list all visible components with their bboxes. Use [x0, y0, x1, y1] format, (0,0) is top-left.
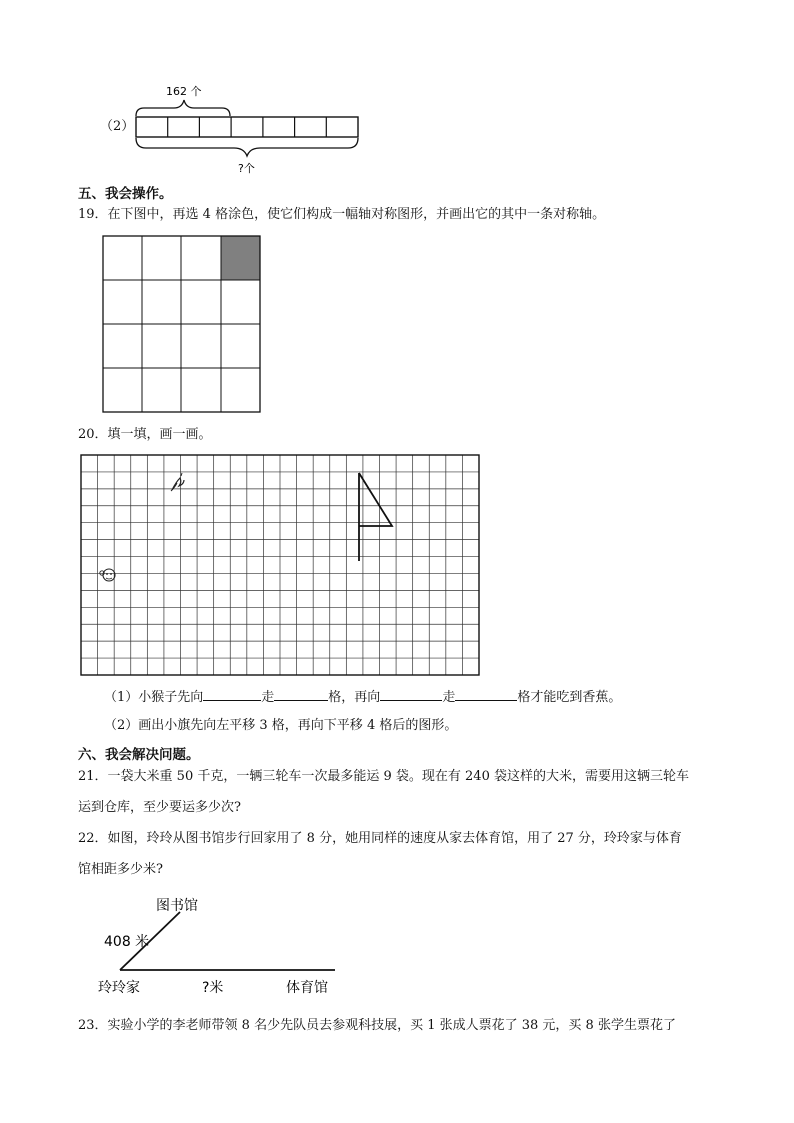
monkey-icon: [100, 569, 115, 581]
gym-label: 体育馆: [286, 980, 328, 996]
q20-question: [78, 426, 212, 444]
blank-steps-1[interactable]: [274, 686, 328, 701]
q20-part1-text-a: （1）小猴子先向: [104, 690, 204, 705]
q19-number: 19．: [78, 207, 108, 222]
banana-icon: [171, 473, 184, 491]
q20-text: 填一填，画一画。: [107, 427, 212, 442]
q20-part1-text-b: 走: [261, 690, 275, 705]
library-label: 图书馆: [156, 898, 198, 914]
top-brace-label: 162 个: [166, 85, 202, 98]
blank-steps-2[interactable]: [455, 686, 517, 701]
distance2-label: ?米: [202, 980, 224, 996]
section5-heading: 五、我会操作。: [78, 186, 173, 202]
q20-part1-text-e: 格才能吃到香蕉。: [517, 690, 622, 705]
q21-text-line1: 一袋大米重 50 千克，一辆三轮车一次最多能运 9 袋。现在有 240 袋这样的大米，需要用这辆三轮车: [107, 769, 689, 784]
q20-gridlines: [81, 455, 479, 675]
blank-direction-1[interactable]: [203, 686, 261, 701]
q21-number: 21．: [78, 769, 108, 784]
q20-part2: （2）画出小旗先向左平移 3 格，再向下平移 4 格后的图形。: [104, 718, 458, 733]
tape-cells: [136, 117, 358, 137]
q22-line2: 馆相距多少米?: [78, 862, 163, 877]
q21-line2: 运到仓库，至少要运多少次?: [78, 800, 241, 815]
q20-grid: [80, 454, 482, 678]
tape-diagram: [130, 78, 370, 178]
tape-outline: [136, 117, 358, 137]
q22-line1: [78, 830, 682, 848]
q23-number: 23．: [78, 1018, 108, 1033]
q22-text-line1: 如图，玲玲从图书馆步行回家用了 8 分，她用同样的速度从家去体育馆，用了 27 分，玲玲家与体育: [107, 831, 682, 846]
top-brace: [136, 100, 230, 116]
bottom-brace: [136, 138, 358, 156]
q19-text: 在下图中，再选 4 格涂色，使它们构成一幅轴对称图形，并画出它的其中一条对称轴。: [107, 207, 606, 222]
home-label: 玲玲家: [98, 980, 140, 996]
q22-diagram: [90, 888, 350, 1000]
section6-heading: 六、我会解决问题。: [78, 747, 200, 763]
q18-part2-label: （2）: [100, 119, 135, 134]
q20-part1: [104, 686, 621, 707]
blank-direction-2[interactable]: [380, 686, 442, 701]
q23-line1: [78, 1017, 676, 1035]
flag-shape: [359, 473, 392, 561]
q19-grid: [102, 235, 264, 415]
distance1-label: 408 米: [104, 934, 150, 950]
q20-number: 20．: [78, 427, 108, 442]
shaded-cell: [221, 236, 260, 280]
q19-question: [78, 206, 605, 224]
q20-part1-text-c: 格，再向: [328, 690, 381, 705]
bottom-brace-label: ?个: [238, 162, 255, 175]
q23-text: 实验小学的李老师带领 8 名少先队员去参观科技展，买 1 张成人票花了 38 元，买 8 张学生票花了: [107, 1018, 676, 1033]
q20-part1-text-d: 走: [442, 690, 456, 705]
q22-number: 22．: [78, 831, 108, 846]
q21-line1: [78, 768, 689, 786]
